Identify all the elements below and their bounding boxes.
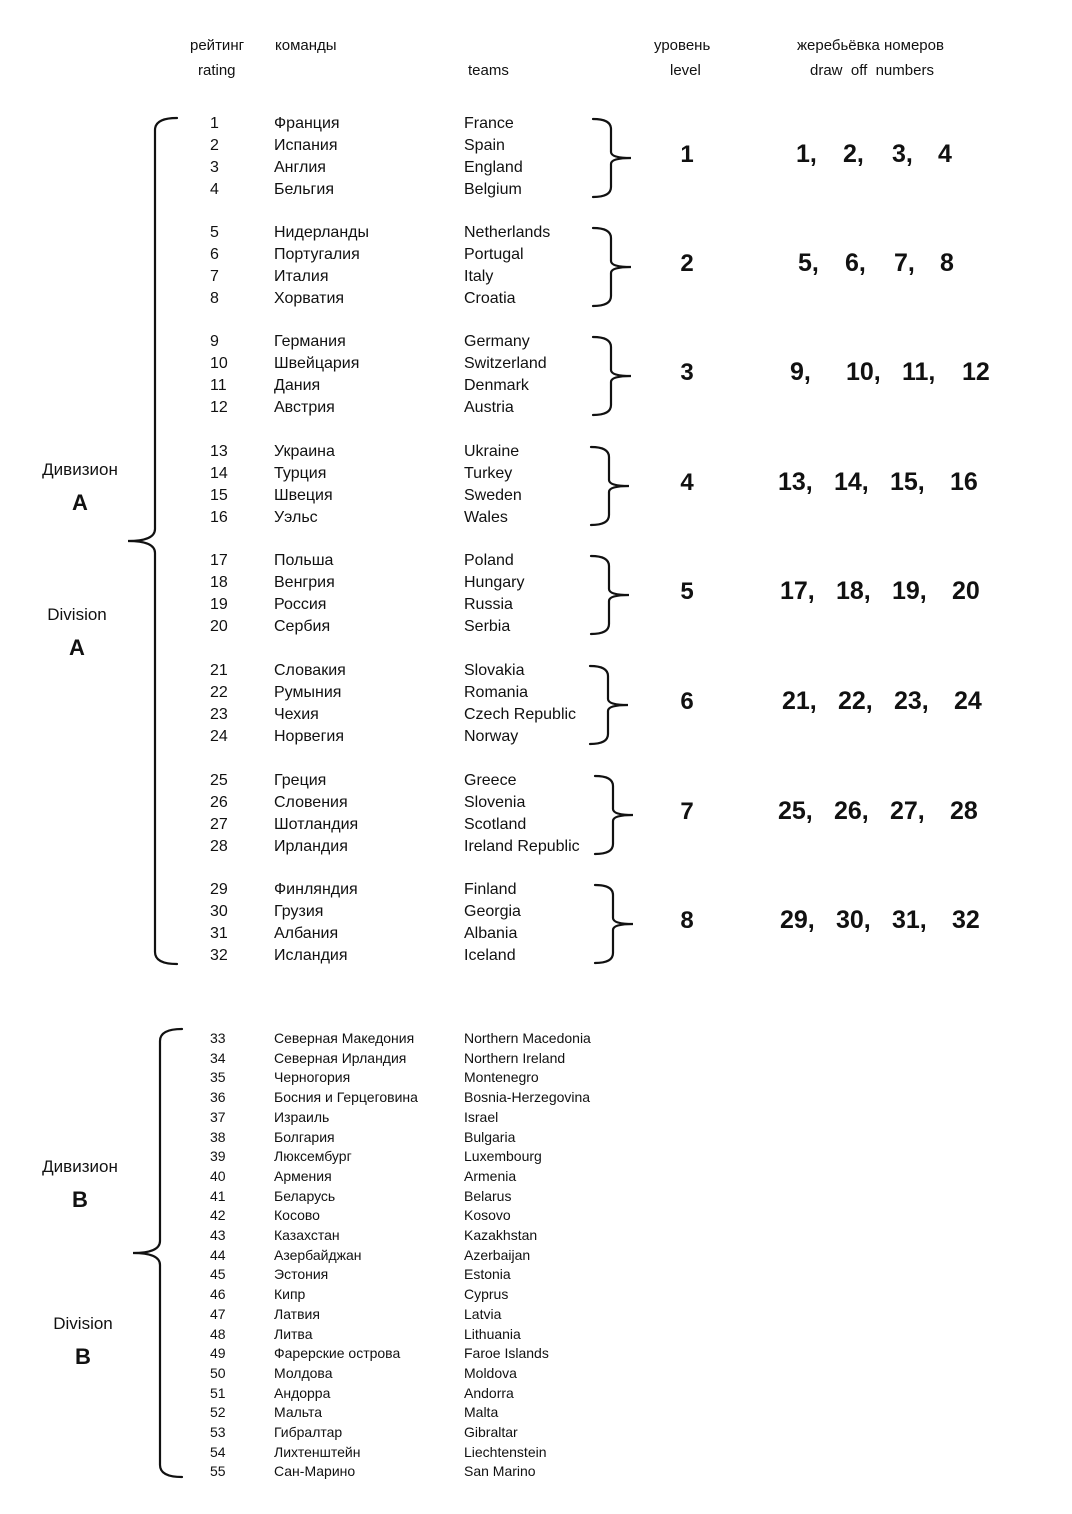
team-name-en: Hungary (464, 574, 525, 591)
team-rank: 19 (210, 596, 228, 613)
level-number: 4 (680, 469, 694, 496)
team-name-ru: Андорра (274, 1384, 331, 1401)
team-name-en: Finland (464, 881, 517, 898)
team-name-en: Russia (464, 596, 513, 613)
team-name-en: Slovenia (464, 794, 526, 811)
team-rank: 42 (210, 1207, 226, 1224)
team-name-en: Germany (464, 333, 530, 350)
division-b-letter-en: B (75, 1344, 91, 1369)
team-name-en: Bosnia-Herzegovina (464, 1089, 591, 1106)
team-name-en: England (464, 159, 523, 176)
draw-number: 26, (834, 797, 869, 825)
group-right-brace (593, 119, 631, 197)
division-left-brace (128, 118, 177, 964)
draw-number: 16 (950, 468, 978, 496)
team-rank: 13 (210, 443, 228, 460)
team-name-ru: Ирландия (274, 838, 348, 855)
team-name-en: Croatia (464, 290, 516, 307)
team-rank: 14 (210, 465, 228, 482)
team-name-en: Belgium (464, 181, 522, 198)
team-rank: 45 (210, 1266, 226, 1283)
team-name-ru: Латвия (274, 1305, 320, 1322)
team-rank: 1 (210, 115, 219, 132)
header-rating-en: rating (198, 62, 236, 79)
team-rank: 38 (210, 1128, 226, 1145)
draw-number: 23, (894, 687, 929, 715)
team-name-en: Cyprus (464, 1286, 509, 1303)
team-name-en: Switzerland (464, 355, 547, 372)
header-level-ru: уровень (654, 37, 711, 54)
team-name-en: Israel (464, 1108, 499, 1125)
team-name-en: Northern Ireland (464, 1049, 566, 1066)
team-name-ru: Австрия (274, 399, 335, 416)
team-rank: 22 (210, 684, 228, 701)
team-rank: 46 (210, 1286, 226, 1303)
team-rank: 11 (210, 377, 227, 394)
team-name-ru: Финляндия (274, 881, 358, 898)
team-name-en: Turkey (464, 465, 513, 482)
draw-number: 12 (962, 358, 990, 386)
team-name-en: Poland (464, 552, 514, 569)
team-name-ru: Португалия (274, 246, 360, 263)
group-right-brace (591, 556, 629, 634)
draw-number: 17, (780, 577, 815, 605)
team-name-en: Greece (464, 772, 517, 789)
team-rank: 39 (210, 1148, 226, 1165)
team-name-en: Azerbaijan (464, 1246, 531, 1263)
division-left-brace (133, 1029, 182, 1477)
team-rank: 16 (210, 509, 228, 526)
draw-number: 18, (836, 577, 871, 605)
draw-number: 28 (950, 797, 978, 825)
team-name-ru: Молдова (274, 1364, 333, 1381)
team-name-ru: Нидерланды (274, 224, 369, 241)
team-name-ru: Дания (274, 377, 321, 394)
team-name-en: Italy (464, 268, 494, 285)
team-name-ru: Литва (274, 1325, 313, 1342)
draw-number: 13, (778, 468, 813, 496)
group-right-brace (593, 337, 631, 415)
team-name-ru: Кипр (274, 1286, 306, 1303)
team-name-ru: Румыния (274, 684, 342, 701)
team-name-ru: Хорватия (274, 290, 345, 307)
team-name-ru: Германия (274, 333, 346, 350)
team-name-ru: Казахстан (274, 1227, 340, 1243)
team-name-en: Luxembourg (464, 1148, 542, 1165)
draw-number: 4 (938, 140, 952, 168)
group-right-brace (590, 666, 628, 744)
team-name-ru: Швейцария (274, 355, 360, 372)
team-name-ru: Босния и Герцеговина (274, 1089, 418, 1106)
draw-number: 11, (902, 358, 936, 386)
team-rank: 2 (210, 137, 219, 154)
team-name-en: Latvia (464, 1305, 502, 1322)
draw-number: 31, (892, 906, 927, 934)
level-number: 1 (680, 141, 694, 168)
draw-number: 14, (834, 468, 869, 496)
division-a-label-ru: Дивизион (42, 460, 118, 479)
team-rank: 4 (210, 181, 219, 198)
team-rank: 12 (210, 399, 228, 416)
level-number: 5 (680, 578, 694, 605)
team-name-en: Liechtenstein (464, 1443, 547, 1460)
team-name-ru: Шотландия (274, 816, 359, 833)
team-name-ru: Сан-Марино (274, 1463, 356, 1480)
team-rank: 37 (210, 1108, 226, 1125)
draw-number: 2, (843, 140, 864, 168)
team-rank: 48 (210, 1325, 226, 1342)
team-rank: 3 (210, 159, 219, 176)
team-name-en: Romania (464, 684, 529, 701)
team-rank: 27 (210, 816, 228, 833)
division-b-label-ru: Дивизион (42, 1157, 118, 1176)
division-a-label-en: Division (47, 605, 107, 624)
team-name-en: Denmark (464, 377, 529, 394)
team-name-en: Malta (464, 1404, 499, 1421)
team-name-en: Kazakhstan (464, 1227, 538, 1243)
team-name-en: Lithuania (464, 1325, 521, 1342)
team-name-en: Kosovo (464, 1207, 511, 1224)
draw-number: 15, (890, 468, 925, 496)
team-name-en: San Marino (464, 1463, 536, 1480)
team-name-en: Czech Republic (464, 706, 577, 723)
team-name-en: Iceland (464, 947, 516, 964)
team-rank: 17 (210, 552, 228, 569)
team-name-ru: Уэльс (274, 509, 318, 526)
team-rank: 52 (210, 1404, 226, 1421)
team-rank: 20 (210, 618, 228, 635)
group-right-brace (591, 447, 629, 525)
team-name-ru: Азербайджан (274, 1246, 362, 1263)
team-rank: 28 (210, 838, 228, 855)
division-a-letter-en: A (69, 635, 85, 660)
team-name-en: Norway (464, 728, 519, 745)
team-name-ru: Северная Ирландия (274, 1049, 407, 1066)
team-name-ru: Исландия (274, 947, 348, 964)
draw-number: 30, (836, 906, 871, 934)
division-b-label-en: Division (53, 1314, 113, 1333)
draw-number: 22, (838, 687, 873, 715)
team-rank: 49 (210, 1345, 226, 1362)
team-rank: 35 (210, 1069, 226, 1086)
team-name-ru: Норвегия (274, 728, 345, 745)
header-rating-ru: рейтинг (190, 37, 245, 54)
team-rank: 15 (210, 487, 228, 504)
team-rank: 47 (210, 1305, 226, 1322)
team-name-en: Belarus (464, 1187, 512, 1204)
team-rank: 32 (210, 947, 228, 964)
draw-number: 19, (892, 577, 927, 605)
header-draw-en: draw off numbers (810, 62, 934, 79)
team-name-ru: Россия (274, 596, 327, 613)
header-teams-ru: команды (275, 37, 337, 54)
draw-number: 6, (845, 249, 866, 277)
team-name-en: Andorra (464, 1384, 514, 1401)
team-rank: 41 (210, 1187, 226, 1204)
team-name-en: Portugal (464, 246, 524, 263)
draw-number: 24 (954, 687, 982, 715)
level-number: 8 (680, 907, 694, 934)
team-name-ru: Франция (274, 115, 340, 132)
team-name-ru: Сербия (274, 618, 331, 635)
team-rank: 30 (210, 903, 228, 920)
team-name-ru: Фарерские острова (274, 1345, 401, 1362)
team-rank: 6 (210, 246, 219, 263)
team-name-ru: Швеция (274, 487, 333, 504)
draw-number: 8 (940, 249, 954, 277)
draw-number: 27, (890, 797, 925, 825)
division-a-letter-ru: A (72, 490, 88, 515)
level-number: 2 (680, 250, 694, 277)
team-name-ru: Словения (274, 794, 348, 811)
level-number: 6 (680, 688, 694, 715)
team-name-ru: Англия (274, 159, 326, 176)
team-rank: 8 (210, 290, 219, 307)
team-rank: 26 (210, 794, 228, 811)
draw-number: 9, (790, 358, 811, 386)
header-draw-ru: жеребьёвка номеров (797, 37, 944, 54)
team-name-en: Bulgaria (464, 1128, 516, 1145)
team-name-ru: Венгрия (274, 574, 335, 591)
team-rank: 25 (210, 772, 228, 789)
team-name-ru: Словакия (274, 662, 346, 679)
draw-number: 20 (952, 577, 980, 605)
draw-number: 10, (846, 358, 881, 386)
team-name-en: Sweden (464, 487, 522, 504)
team-name-en: Spain (464, 137, 505, 154)
team-name-en: Albania (464, 925, 518, 942)
team-name-en: Estonia (464, 1266, 511, 1283)
team-name-ru: Гибралтар (274, 1424, 343, 1440)
team-rank: 40 (210, 1167, 226, 1184)
group-right-brace (595, 776, 633, 854)
team-name-en: Moldova (464, 1364, 517, 1381)
team-rank: 5 (210, 224, 219, 241)
draw-number: 5, (798, 249, 819, 277)
team-name-ru: Албания (274, 925, 339, 942)
team-rank: 23 (210, 706, 228, 723)
team-rank: 18 (210, 574, 228, 591)
team-name-ru: Северная Македония (274, 1030, 415, 1046)
team-name-en: Northern Macedonia (464, 1030, 591, 1046)
team-name-en: Austria (464, 399, 514, 416)
team-rank: 43 (210, 1227, 226, 1243)
team-rank: 53 (210, 1424, 226, 1440)
team-name-ru: Украина (274, 443, 335, 460)
draw-number: 3, (892, 140, 913, 168)
team-name-ru: Косово (274, 1207, 320, 1224)
team-rank: 36 (210, 1089, 226, 1106)
team-rank: 33 (210, 1030, 226, 1046)
team-rank: 51 (210, 1384, 226, 1401)
team-name-en: Scotland (464, 816, 527, 833)
team-name-ru: Люксембург (274, 1148, 352, 1165)
draw-number: 29, (780, 906, 815, 934)
header-teams-en: teams (468, 62, 509, 79)
team-name-en: France (464, 115, 514, 132)
team-name-en: Netherlands (464, 224, 551, 241)
team-name-ru: Грузия (274, 903, 324, 920)
team-name-ru: Эстония (274, 1266, 329, 1283)
draw-number: 25, (778, 797, 813, 825)
team-name-en: Montenegro (464, 1069, 539, 1086)
header-level-en: level (670, 62, 701, 79)
team-name-en: Gibraltar (464, 1424, 518, 1440)
team-name-en: Ukraine (464, 443, 520, 460)
level-number: 3 (680, 359, 694, 386)
team-name-ru: Беларусь (274, 1187, 336, 1204)
team-rank: 21 (210, 662, 228, 679)
team-name-ru: Чехия (274, 706, 319, 723)
team-name-ru: Лихтенштейн (274, 1443, 361, 1460)
group-right-brace (593, 228, 631, 306)
team-name-ru: Армения (274, 1167, 332, 1184)
team-name-en: Faroe Islands (464, 1345, 549, 1362)
team-rank: 24 (210, 728, 228, 745)
team-name-ru: Италия (274, 268, 329, 285)
team-name-en: Wales (464, 509, 508, 526)
team-rank: 10 (210, 355, 228, 372)
team-name-ru: Болгария (274, 1128, 335, 1145)
team-rank: 50 (210, 1364, 226, 1381)
team-rank: 44 (210, 1246, 226, 1263)
group-right-brace (595, 885, 633, 963)
division-b-letter-ru: B (72, 1187, 88, 1212)
team-rank: 31 (210, 925, 228, 942)
team-name-en: Ireland Republic (464, 838, 580, 855)
level-number: 7 (680, 798, 694, 825)
team-name-ru: Бельгия (274, 181, 334, 198)
team-name-en: Slovakia (464, 662, 525, 679)
team-name-ru: Израиль (274, 1108, 330, 1125)
draw-number: 21, (782, 687, 817, 715)
team-name-ru: Черногория (274, 1069, 351, 1086)
team-name-ru: Мальта (274, 1404, 323, 1421)
team-name-ru: Польша (274, 552, 334, 569)
team-rank: 9 (210, 333, 219, 350)
draw-number: 7, (894, 249, 915, 277)
team-rank: 34 (210, 1049, 226, 1066)
team-name-ru: Турция (274, 465, 327, 482)
team-rank: 29 (210, 881, 228, 898)
team-name-ru: Испания (274, 137, 338, 154)
team-rank: 55 (210, 1463, 226, 1480)
draw-number: 32 (952, 906, 980, 934)
team-name-en: Serbia (464, 618, 511, 635)
team-rank: 54 (210, 1443, 226, 1460)
draw-number: 1, (796, 140, 817, 168)
team-rank: 7 (210, 268, 219, 285)
team-name-en: Georgia (464, 903, 521, 920)
team-name-ru: Греция (274, 772, 327, 789)
team-name-en: Armenia (464, 1167, 517, 1184)
